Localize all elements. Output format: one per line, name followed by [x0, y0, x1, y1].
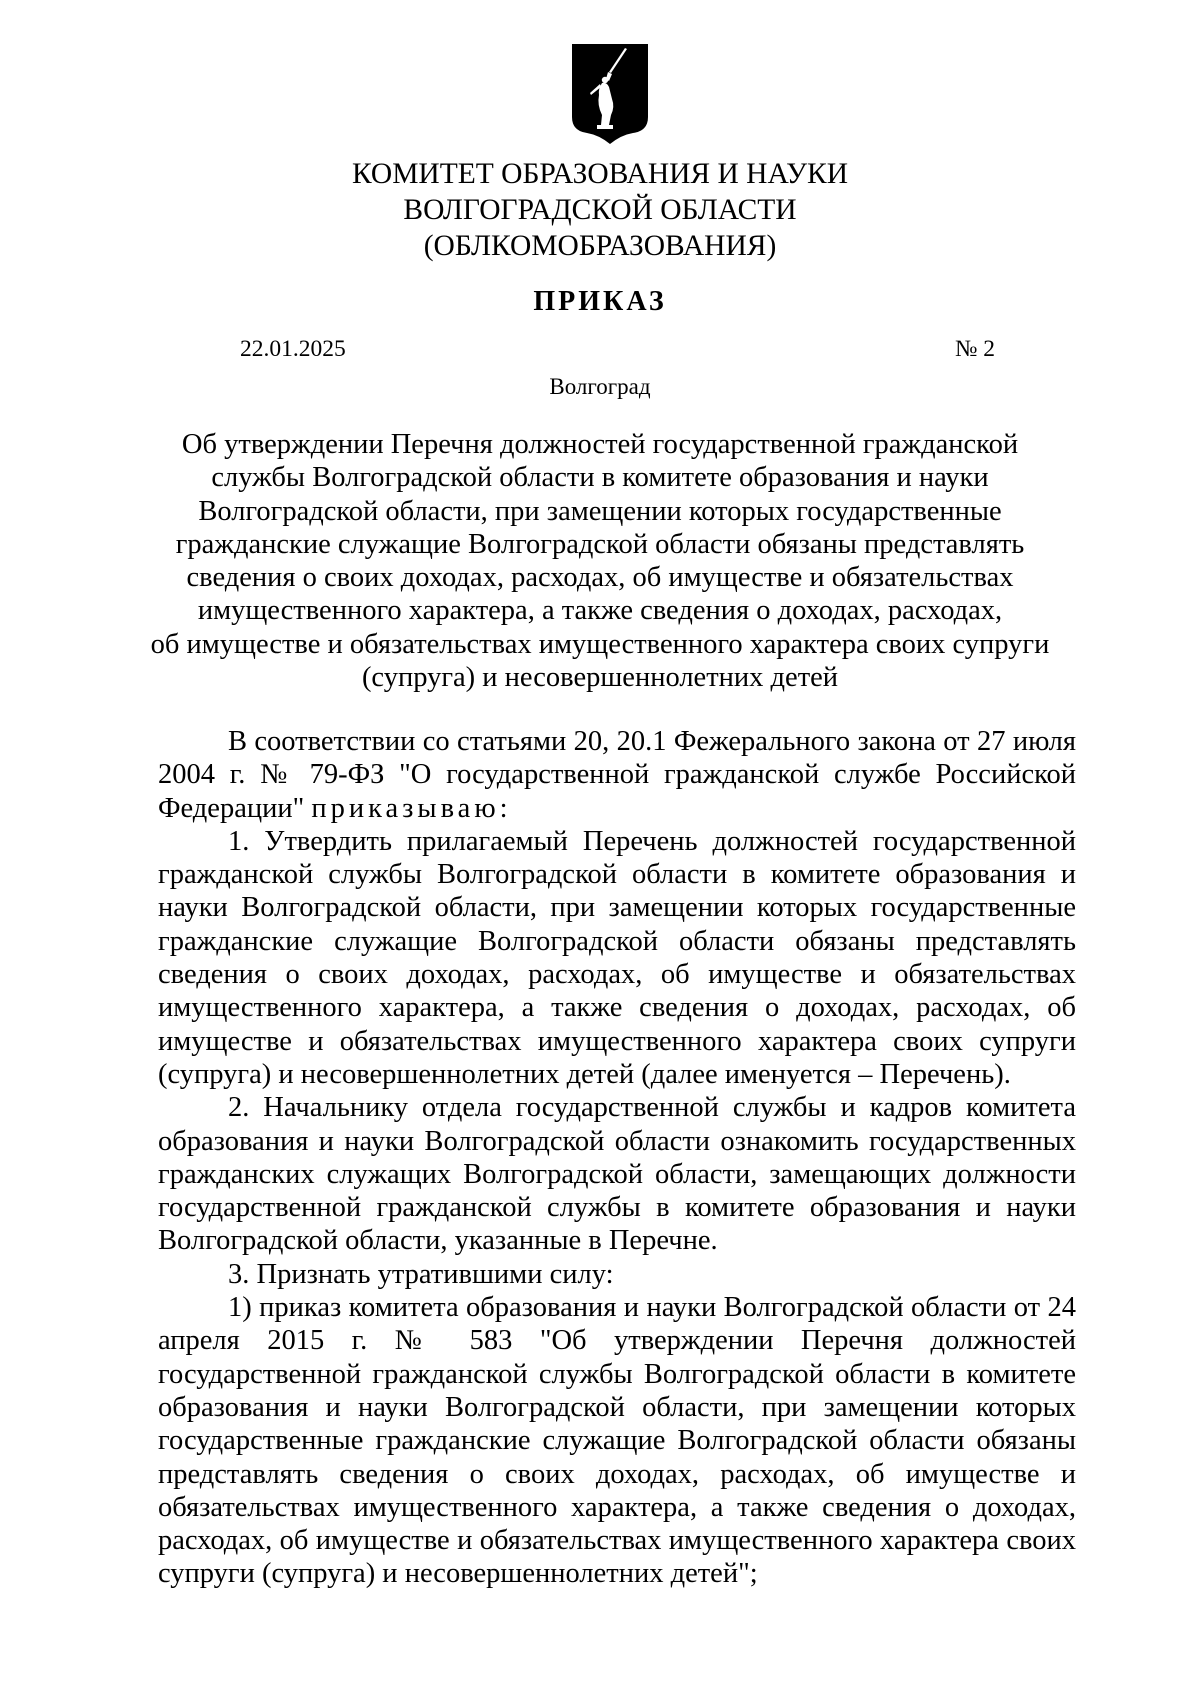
- title-line: гражданские служащие Волгоградской области обязаны представлять: [175, 528, 1025, 560]
- title-line: имущественного характера, а также сведения о доходах, расходах,: [197, 595, 1003, 627]
- organization-header: [0, 156, 1200, 264]
- title-line: (супруга) и несовершеннолетних детей: [361, 662, 839, 694]
- title-line: Волгоградской области, при замещении которых государственные: [198, 495, 1002, 527]
- document-number: № 2: [955, 336, 996, 362]
- item-3-paragraph: 3. Признать утратившими силу:: [228, 1258, 614, 1290]
- title-line: сведения о своих доходах, расходах, об имуществе и обязательствах: [186, 562, 1014, 594]
- order-word: приказываю:: [311, 792, 512, 824]
- document-city: Волгоград: [549, 374, 651, 399]
- title-line: службы Волгоградской области в комитете образования и науки: [211, 462, 989, 494]
- coat-of-arms-icon: [571, 43, 649, 145]
- title-line: Об утверждении Перечня должностей государственной гражданской: [181, 429, 1019, 460]
- item-3-1-paragraph: 1) приказ комитета образования и науки Волгоградской области от 24 апреля 2015 г. № 583 "Об утверждении Перечня должностей государственной гражданской службы Волгоградской области в комитете образования и науки Волгоградской области, при замещении которых государственные гражданские служащие Волгоградской области обязаны представлять сведения о своих доходах, расходах, об имуществе и обязательствах имущественного характера, а также сведения о доходах, расходах, об имуществе и обязательствах имущественного характера своих супруги (супруга) и несовершеннолетних детей";: [158, 1292, 1076, 1590]
- document-type-heading: ПРИКАЗ: [533, 286, 667, 317]
- document-title: [140, 428, 1060, 694]
- org-abbreviation: (ОБЛКОМОБРАЗОВАНИЯ): [423, 230, 777, 262]
- title-line: об имуществе и обязательствах имущественного характера своих супруги: [150, 628, 1050, 660]
- org-name-line: КОМИТЕТ ОБРАЗОВАНИЯ И НАУКИ: [351, 158, 849, 190]
- document-body: [158, 725, 1076, 1591]
- document-date: 22.01.2025: [240, 336, 346, 362]
- preamble-paragraph: [158, 725, 1076, 825]
- item-2-paragraph: 2. Начальнику отдела государственной службы и кадров комитета образования и науки Волгоградской области ознакомить государственных гражданских служащих Волгоградской области, замещающих должности государственной гражданской службы в комитете образования и науки Волгоградской области, указанные в Перечне.: [158, 1092, 1076, 1257]
- org-name-line: ВОЛГОГРАДСКОЙ ОБЛАСТИ: [403, 194, 797, 226]
- preamble-text: В соответствии со статьями 20, 20.1 Фежерального закона от 27 июля 2004 г. № 79-ФЗ "О государственной гражданской службе Российской Федерации": [158, 726, 1076, 824]
- item-1-paragraph: 1. Утвердить прилагаемый Перечень должностей государственной гражданской службы Волгоградской области в комитете образования и науки Волгоградской области, при замещении которых государственные гражданские служащие Волгоградской области обязаны представлять сведения о своих доходах, расходах, об имуществе и обязательствах имущественного характера, а также сведения о доходах, расходах, об имуществе и обязательствах имущественного характера своих супруги (супруга) и несовершеннолетних детей (далее именуется – Перечень).: [158, 825, 1076, 1090]
